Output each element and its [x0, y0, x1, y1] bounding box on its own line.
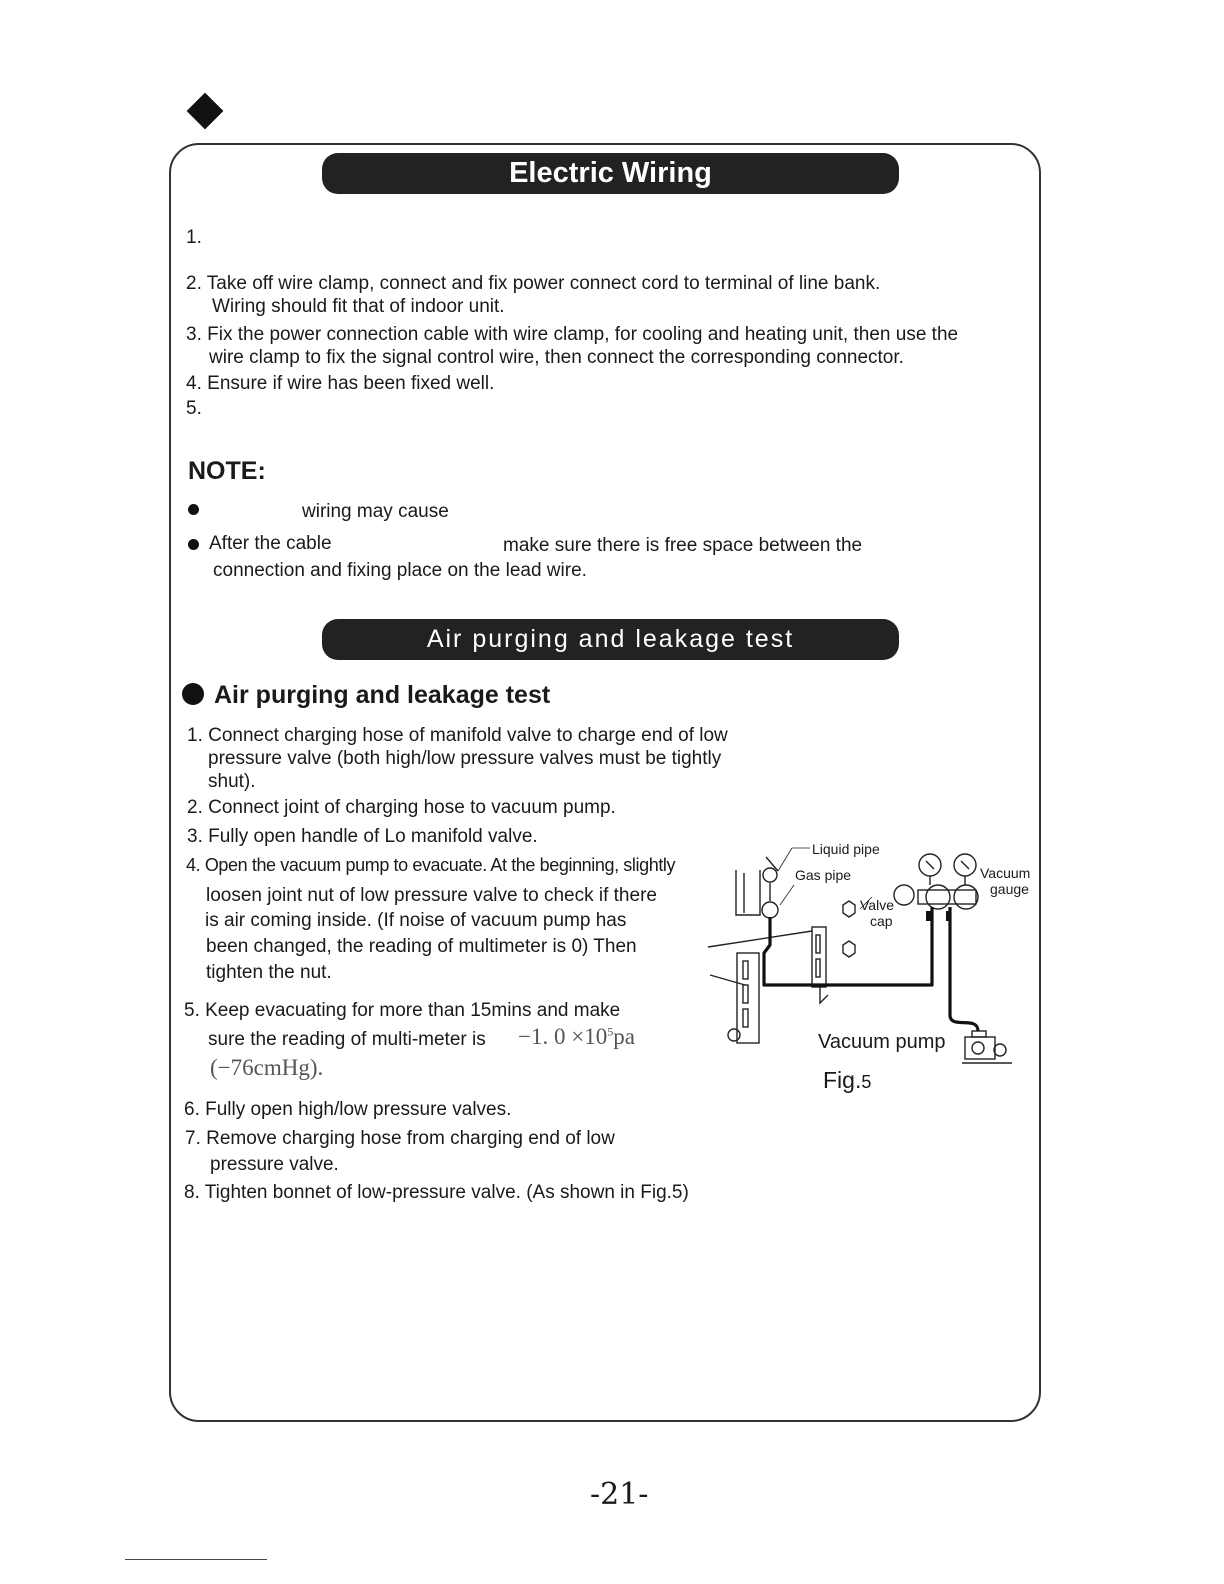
step-6: 6. Fully open high/low pressure valves.: [184, 1099, 512, 1120]
air-purging-banner: Air purging and leakage test: [322, 619, 899, 660]
gas-pipe-label: Gas pipe: [795, 867, 852, 883]
step-4-line-2: loosen joint nut of low pressure valve to check if there: [206, 885, 657, 906]
gas-valve: [762, 902, 778, 918]
pump-hose: [950, 907, 978, 1031]
note-bullet-2-cont: connection and fixing place on the lead wire.: [213, 560, 587, 581]
wiring-item-4: 4. Ensure if wire has been fixed well.: [186, 373, 495, 394]
section-bullet-icon: [182, 683, 204, 705]
liquid-pipe-label: Liquid pipe: [812, 841, 880, 857]
step-5-line-1: 5. Keep evacuating for more than 15mins and make: [184, 1000, 621, 1021]
vacuum-label: Vacuum: [980, 865, 1031, 881]
step-1-line-2: pressure valve (both high/low pressure valves must be tightly: [208, 748, 722, 769]
step-2: 2. Connect joint of charging hose to vacuum pump.: [187, 797, 616, 818]
page-number: -21-: [590, 1477, 649, 1512]
step-1-line-1: 1. Connect charging hose of manifold valve to charge end of low: [187, 725, 728, 746]
note-bullet-2b: make sure there is free space between the: [503, 535, 863, 556]
gauge-label: gauge: [990, 881, 1029, 897]
wiring-item-3-cont: wire clamp to fix the signal control wire, then connect the corresponding connector.: [209, 347, 904, 368]
pressure-value: −1. $0 \times 10^5pa$: [518, 1024, 635, 1049]
cap-label: cap: [870, 913, 893, 929]
bullet-icon: [188, 539, 199, 550]
manifold-right: [954, 885, 978, 909]
step-4-line-5: tighten the nut.: [206, 962, 332, 983]
air-purging-title: Air purging and leakage test: [214, 681, 551, 709]
note-title: NOTE:: [188, 457, 266, 485]
wiring-item-2: 2. Take off wire clamp, connect and fix power connect cord to terminal of line bank.: [186, 273, 881, 294]
gauge-small: [894, 885, 914, 905]
step-1-line-3: shut).: [208, 771, 256, 792]
note-bullet-2a: After the cable: [209, 533, 332, 554]
manifold-left: [926, 885, 950, 909]
vacuum-pump-body: [965, 1037, 995, 1059]
section-diamond-icon: [187, 93, 224, 130]
step-5-line-3: (−76cmHg).: [210, 1055, 324, 1080]
wiring-item-5-number: 5.: [186, 398, 202, 419]
valve-cap-1: [843, 901, 855, 917]
wiring-item-1-number: 1.: [186, 227, 202, 248]
note-bullet-1: wiring may cause: [302, 501, 449, 522]
valve-cap-2: [843, 941, 855, 957]
step-3: 3. Fully open handle of Lo manifold valve.: [187, 826, 538, 847]
step-5-line-2: sure the reading of multi-meter is: [208, 1029, 486, 1050]
wiring-item-2-cont: Wiring should fit that of indoor unit.: [212, 296, 505, 317]
step-4-line-4: been changed, the reading of multimeter is 0) Then: [206, 936, 637, 957]
step-8: 8. Tighten bonnet of low-pressure valve. (As shown in Fig.5): [184, 1182, 689, 1203]
vacuum-pump-label: Vacuum pump: [818, 1031, 946, 1053]
valve-label: Valve: [860, 897, 894, 913]
footer-link-underline: [125, 1559, 267, 1560]
electric-wiring-banner: Electric Wiring: [322, 153, 899, 194]
outdoor-unit-panel: [736, 870, 760, 915]
step-7-line-2: pressure valve.: [210, 1154, 339, 1175]
step-4-line-1: 4. Open the vacuum pump to evacuate. At the beginning, slightly: [186, 855, 676, 875]
step-4-line-3: is air coming inside. (If noise of vacuum pump has: [205, 910, 627, 931]
liquid-valve: [763, 868, 777, 882]
fig-caption: Fig.5: [823, 1067, 872, 1093]
charging-hose: [764, 907, 932, 985]
bullet-icon: [188, 504, 199, 515]
wiring-item-3: 3. Fix the power connection cable with wire clamp, for cooling and heating unit, then use the: [186, 324, 959, 345]
step-7-line-1: 7. Remove charging hose from charging end of low: [185, 1128, 615, 1149]
